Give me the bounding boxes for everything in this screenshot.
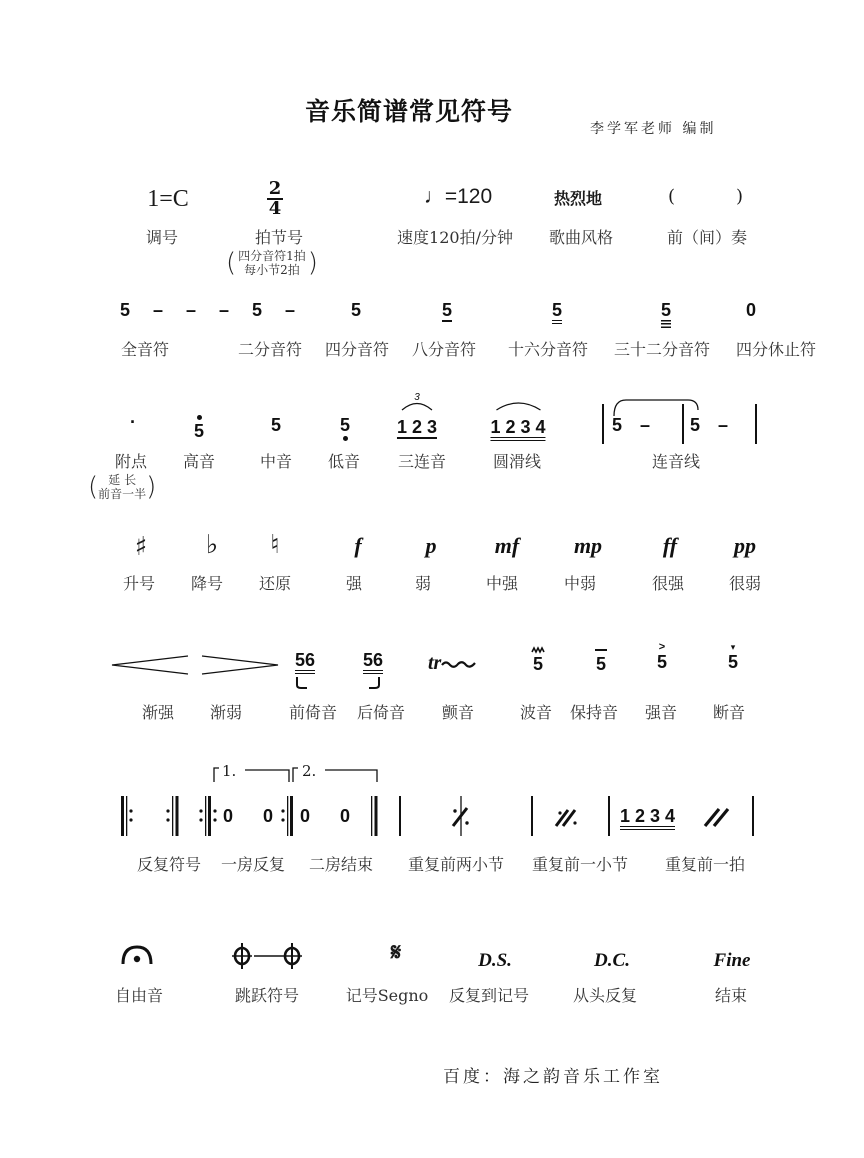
low-note-symbol: 5 — [340, 415, 350, 441]
triplet-label: 三连音 — [397, 452, 447, 471]
mordent-symbol: 5 — [531, 646, 545, 675]
ds-symbol: D.S. — [478, 950, 512, 971]
measure-barline-4 — [752, 796, 754, 836]
tie-barline-3 — [755, 404, 757, 444]
whole-note-symbol: 5 – – – — [120, 300, 230, 320]
time-signature-label: 拍节号 — [254, 228, 304, 247]
trill-symbol: tr — [428, 652, 477, 675]
tenuto-symbol: 5 — [595, 646, 607, 675]
tenuto-line-icon — [595, 649, 607, 651]
time-signature-symbol — [267, 180, 283, 217]
staccato-mark-icon: ▾ — [730, 642, 736, 652]
natural-icon: ♮ — [270, 530, 280, 560]
forte-label: 强 — [345, 574, 363, 593]
coda-icon — [230, 940, 304, 970]
accent-mark-icon: > — [658, 641, 666, 653]
dot-symbol: · — [130, 412, 136, 432]
key-signature-label: 调号 — [145, 228, 179, 247]
decrescendo-label: 渐弱 — [209, 703, 243, 722]
slur-arc-icon — [492, 398, 544, 412]
fortissimo-label: 很强 — [651, 574, 685, 593]
repeat-beat-label: 重复前一拍 — [664, 855, 746, 874]
piano-symbol: p — [425, 533, 437, 558]
high-note-label: 高音 — [182, 452, 216, 471]
piano-label: 弱 — [414, 574, 432, 593]
dot-note: ( 延 长 前音一半 ) — [88, 472, 157, 502]
measure-barline-3 — [608, 796, 610, 836]
time-signature-note: ( 四分音符1拍 每小节2拍 ) — [226, 248, 318, 278]
mezzopiano-label: 中弱 — [563, 574, 597, 593]
first-ending-notes: 0 0 — [223, 806, 274, 826]
crescendo-icon — [110, 654, 190, 676]
fortissimo-symbol: ff — [662, 533, 678, 558]
fine-label: 结束 — [714, 986, 748, 1005]
crescendo-label: 渐强 — [141, 703, 175, 722]
decrescendo-icon — [200, 654, 280, 676]
post-grace-symbol: 56 — [361, 650, 385, 690]
tie-label: 连音线 — [651, 452, 701, 471]
sharp-icon: ♯ — [134, 532, 148, 562]
repeat-two-bars-label: 重复前两小节 — [407, 855, 505, 874]
mid-note-label: 中音 — [259, 452, 293, 471]
thirtysecond-note-label: 三十二分音符 — [613, 340, 711, 359]
mezzoforte-symbol: mf — [494, 533, 520, 558]
coda-label: 跳跃符号 — [234, 986, 300, 1005]
sharp-label: 升号 — [122, 574, 156, 593]
quarter-rest-symbol: 0 — [745, 300, 757, 320]
measure-barline-1 — [399, 796, 401, 836]
repeat-one-bar-icon — [553, 804, 583, 830]
mezzopiano-symbol: mp — [573, 533, 603, 558]
half-note-symbol: 5 – — [252, 300, 296, 320]
high-note-symbol: 5 — [194, 415, 204, 442]
page-title: 音乐简谱常见符号 — [305, 97, 514, 126]
trill-label: 颤音 — [441, 703, 475, 722]
mordent-icon — [531, 646, 545, 654]
slur-symbol: 1 2 3 4 — [490, 396, 545, 441]
tie-note-1: 5 — [612, 415, 623, 435]
repeat-beat-notes: 1 2 3 4 — [620, 806, 675, 830]
tempo-label: 速度120拍/分钟 — [397, 228, 513, 247]
footer-credit: 百度：海之韵音乐工作室 — [443, 1067, 663, 1087]
segno-icon: 𝄋 — [390, 938, 402, 966]
flat-icon: ♭ — [205, 530, 219, 560]
thirtysecond-note-symbol: 5 — [660, 300, 672, 320]
whole-note-label: 全音符 — [120, 340, 170, 359]
tie-note-2: 5 — [690, 415, 701, 435]
pre-grace-label: 前倚音 — [288, 703, 338, 722]
high-dot-icon — [196, 415, 201, 420]
triplet-symbol: 3 1 2 3 — [396, 392, 438, 437]
tie-barline-1 — [602, 404, 604, 444]
repeat-beat-icon — [702, 804, 736, 830]
ds-label: 反复到记号 — [448, 986, 530, 1005]
half-note-label: 二分音符 — [237, 340, 303, 359]
measure-barline-2 — [531, 796, 533, 836]
time-signature-bottom: 4 — [268, 198, 282, 219]
eighth-note-symbol: 5 — [441, 300, 453, 320]
segno-label: 记号Segno — [345, 986, 429, 1005]
trill-wave-icon — [441, 658, 477, 670]
low-dot-icon — [342, 436, 347, 441]
staccato-symbol: ▾ 5 — [727, 642, 739, 672]
pre-grace-symbol: 56 — [295, 650, 315, 690]
intro-paren-close: ) — [736, 186, 744, 207]
quarter-note-label: 四分音符 — [324, 340, 390, 359]
accent-symbol: > 5 — [656, 641, 668, 672]
post-grace-label: 后倚音 — [356, 703, 406, 722]
second-ending-notes: 0 0 — [300, 806, 351, 826]
flat-label: 降号 — [190, 574, 224, 593]
sixteenth-note-symbol: 5 — [552, 300, 562, 324]
quarter-rest-label: 四分休止符 — [735, 340, 817, 359]
sixteenth-note-label: 十六分音符 — [507, 340, 589, 359]
tenuto-label: 保持音 — [569, 703, 619, 722]
staccato-label: 断音 — [712, 703, 746, 722]
repeat-two-bars-icon — [446, 796, 476, 836]
tie-dash-2: – — [718, 415, 729, 435]
style-symbol: 热烈地 — [553, 189, 603, 208]
tie-arc-icon — [612, 398, 702, 418]
second-ending-number: 2. — [302, 762, 317, 780]
dot-label: 附点 — [114, 452, 148, 471]
post-grace-hook-icon — [365, 676, 385, 690]
first-ending-label: 一房反复 — [220, 855, 286, 874]
fermata-label: 自由音 — [114, 986, 164, 1005]
dc-label: 从头反复 — [572, 986, 638, 1005]
tie-dash-1: – — [640, 415, 651, 435]
intro-label: 前（间）奏 — [666, 228, 748, 247]
mordent-label: 波音 — [519, 703, 553, 722]
repeat-ending-diagram — [115, 764, 385, 840]
fermata-icon — [120, 944, 154, 966]
eighth-note-label: 八分音符 — [411, 340, 477, 359]
dc-symbol: D.C. — [594, 950, 630, 971]
first-ending-number: 1. — [222, 762, 237, 780]
pianissimo-label: 很弱 — [728, 574, 762, 593]
pianissimo-symbol: pp — [734, 533, 756, 558]
mid-note-symbol: 5 — [270, 415, 282, 435]
mezzoforte-label: 中强 — [485, 574, 519, 593]
pre-grace-hook-icon — [293, 676, 313, 690]
repeat-one-bar-label: 重复前一小节 — [531, 855, 629, 874]
style-label: 歌曲风格 — [548, 228, 614, 247]
author-credit: 李学军老师 编制 — [590, 121, 717, 137]
fine-symbol: Fine — [713, 950, 751, 971]
low-note-label: 低音 — [327, 452, 361, 471]
repeat-label: 反复符号 — [136, 855, 202, 874]
forte-symbol: f — [354, 533, 362, 558]
second-ending-label: 二房结束 — [308, 855, 374, 874]
quarter-note-symbol: 5 — [350, 300, 362, 320]
intro-paren-open: ( — [668, 186, 676, 207]
natural-label: 还原 — [258, 574, 292, 593]
tempo-symbol: ♩=120 — [423, 185, 493, 208]
accent-label: 强音 — [644, 703, 678, 722]
key-signature-symbol: 1=C — [147, 186, 189, 212]
time-signature-top: 2 — [268, 178, 282, 199]
slur-label: 圆滑线 — [492, 452, 542, 471]
